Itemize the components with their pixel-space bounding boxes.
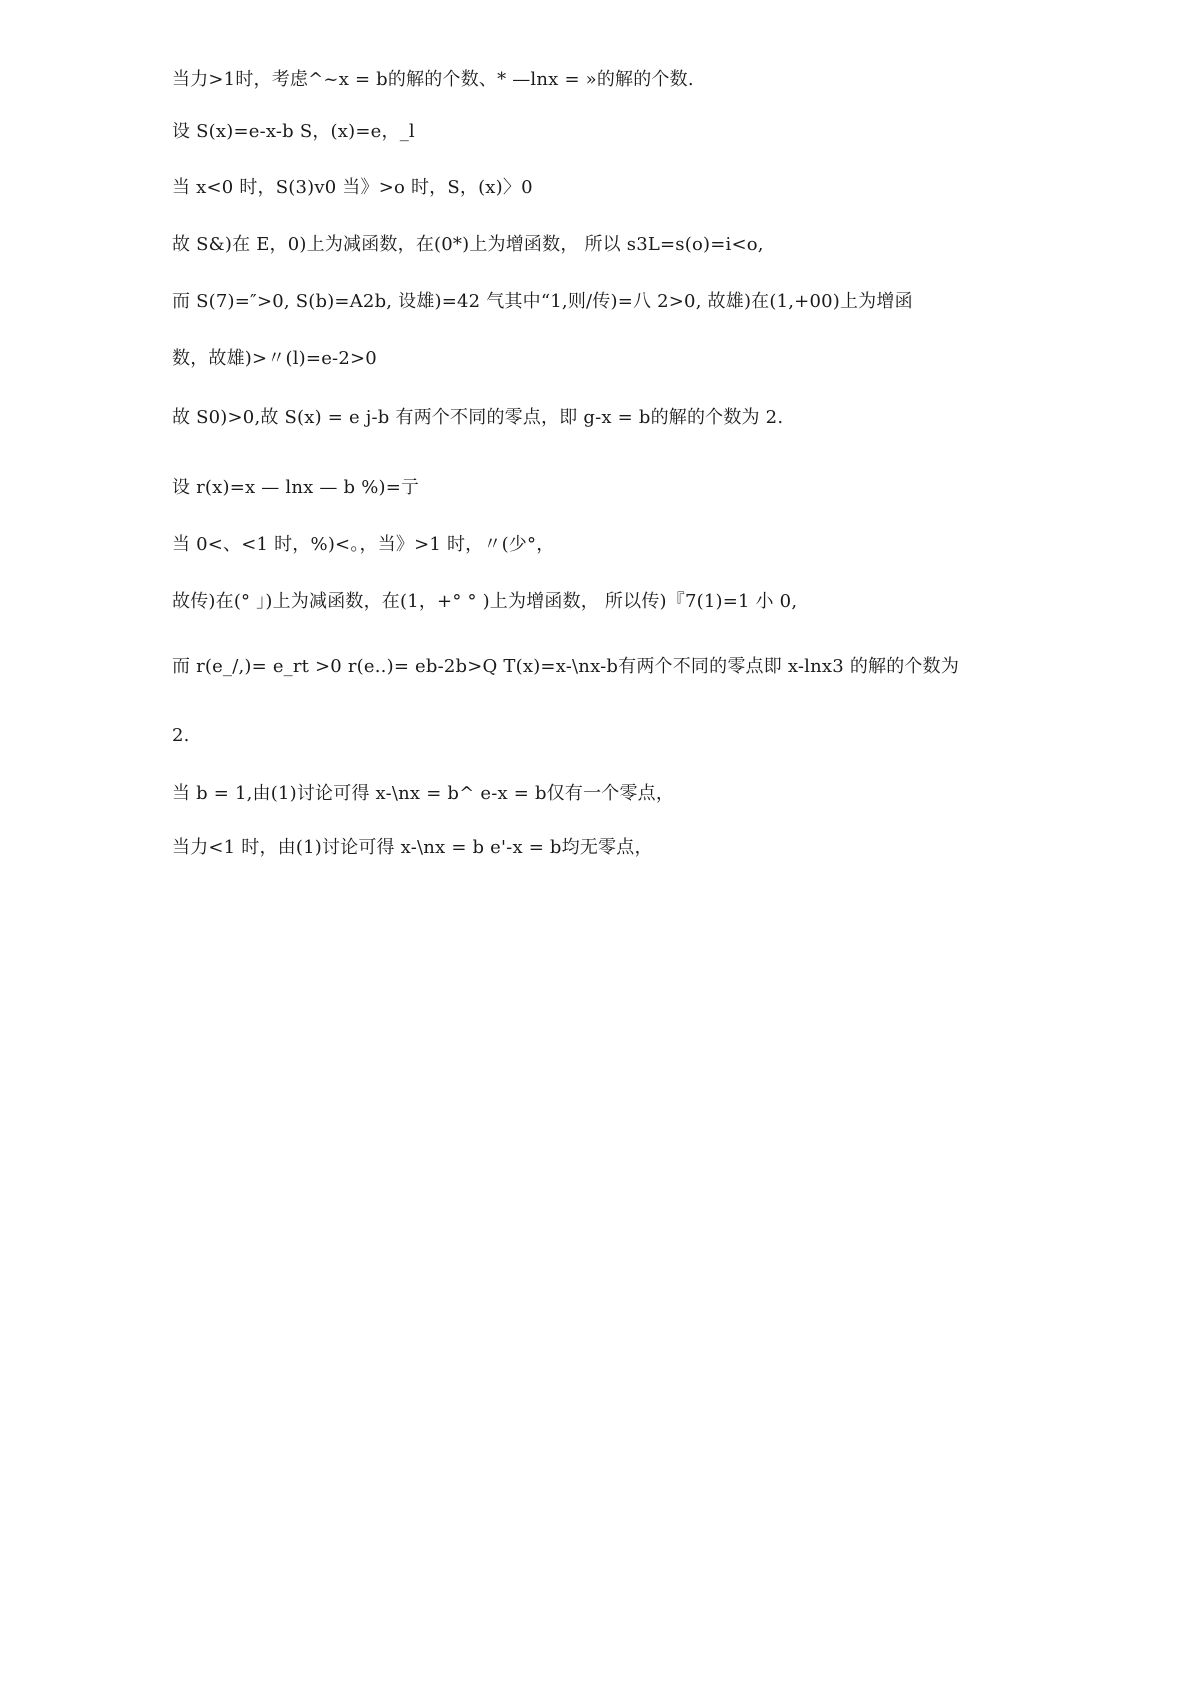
text-line-12: 2.	[172, 725, 190, 746]
text-line-13: 当 b = 1,由(1)讨论可得 x-\nx = b^ e-x = b仅有一个零点，	[172, 783, 675, 804]
text-line-5: 而 S(7)=″>0, S(b)=A2b, 设雄)=42 气其中“1,则/传)=八 2>0, 故雄)在(1,+00)上为增函	[172, 291, 913, 312]
text-line-14: 当力<1 时，由(1)讨论可得 x-\nx = b e'-x = b均无零点，	[172, 837, 653, 858]
text-line-6: 数，故雄)>〃(l)=e-2>0	[172, 348, 377, 369]
text-line-10: 故传)在(° 」)上为减函数，在(1，+° ° )上为增函数， 所以传)『7(1)=1 小 0,	[172, 591, 798, 612]
text-line-1: 当力>1时，考虑^~x = b的解的个数、* —lnx = »的解的个数.	[172, 69, 694, 90]
text-line-9: 当 0<、<1 时，%)<。，当》>1 时，〃(少°，	[172, 534, 555, 555]
text-line-8: 设 r(x)=x — lnx — b %)=亍	[172, 477, 420, 498]
text-line-11: 而 r(e_/,)= e_rt >0 r(e..)= eb-2b>Q T(x)=x-\nx-b有两个不同的零点即 x-lnx3 的解的个数为	[172, 656, 960, 677]
text-line-3: 当 x<0 时，S(3)v0 当》>o 时，S，(x)〉0	[172, 177, 533, 198]
text-line-7: 故 S0)>0,故 S(x) = e j-b 有两个不同的零点，即 g-x = b的解的个数为 2.	[172, 407, 784, 428]
text-line-2: 设 S(x)=e-x-b S，(x)=e，_l	[172, 121, 415, 142]
text-line-4: 故 S&)在 E，0)上为减函数，在(0*)上为增函数， 所以 s3L=s(o)=i<o,	[172, 234, 764, 255]
